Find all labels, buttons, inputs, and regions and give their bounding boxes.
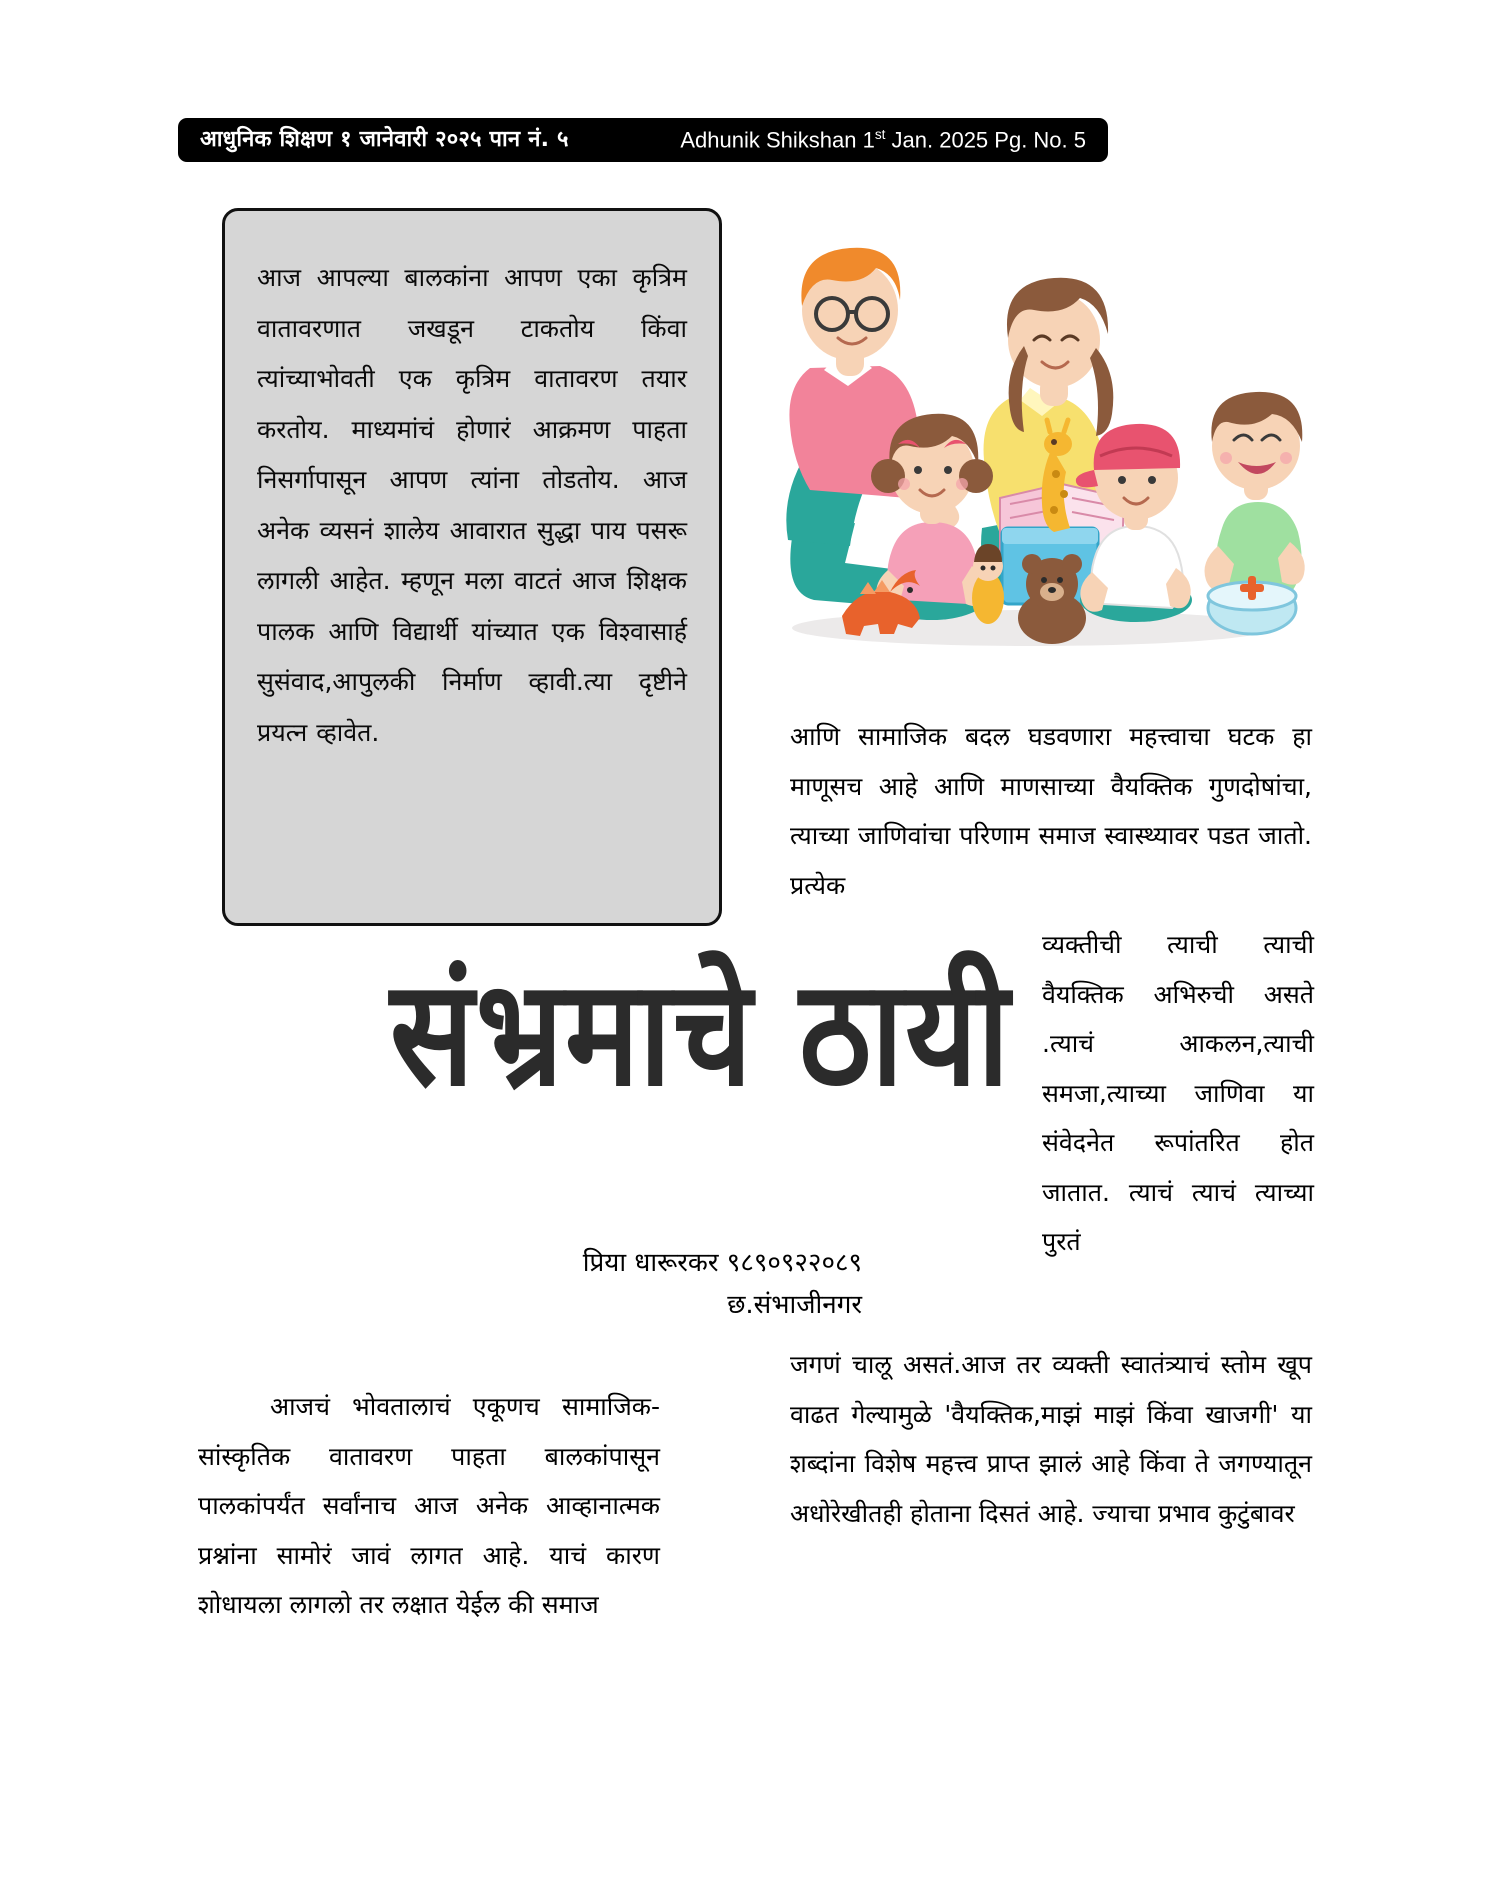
left-column-bottom <box>198 1382 660 1630</box>
right-column-narrow <box>1042 920 1314 1267</box>
callout-paragraph: आज आपल्या बालकांना आपण एका कृत्रिम वातावरणात जखडून टाकतोय किंवा त्यांच्याभोवती एक कृत्रिम वातावरण तयार करतोय. माध्यमांचं होणारं आक्रमण पाहता निसर्गापासून आपण त्यांना तोडतोय. आज अनेक व्यसनं शालेय आवारात सुद्धा पाय पसरू लागली आहेत. म्हणून मला वाटतं आज शिक्षक पालक आणि विद्यार्थी यांच्यात एक विश्वासार्ह सुसंवाद,आपुलकी निर्माण व्हावी.त्या दृष्टीने प्रयत्न व्हावेत. <box>257 263 687 747</box>
callout-box <box>222 208 722 926</box>
right-column-top-paragraph: आणि सामाजिक बदल घडवणारा महत्त्वाचा घटक हा माणूसच आहे आणि माणसाच्या वैयक्तिक गुणदोषांचा, त्याच्या जाणिवांचा परिणाम समाज स्वास्थ्यावर पडत जातो. प्रत्येक <box>790 722 1312 900</box>
header-title-english <box>680 128 1086 151</box>
right-column-narrow-paragraph: व्यक्तीची त्याची त्याची वैयक्तिक अभिरुची असते .त्याचं आकलन,त्याची समजा,त्याच्या जाणिवा या संवेदनेत रूपांतरित होत जातात. त्याचं त्याचं त्याच्या पुरतं <box>1042 930 1314 1256</box>
byline-author: प्रिया धारूरकर ९८९०९२२०८९ <box>582 1248 862 1278</box>
header-english-before: Adhunik Shikshan 1 <box>680 127 875 153</box>
header-title-marathi: आधुनिक शिक्षण १ जानेवारी २०२५ पान नं. ५ <box>200 127 569 152</box>
header-english-after: Jan. 2025 Pg. No. 5 <box>885 127 1086 153</box>
byline-city: छ.संभाजीनगर <box>727 1290 862 1321</box>
left-column-bottom-paragraph: आजचं भोवतालाचं एकूणच सामाजिक-सांस्कृतिक वातावरण पाहता बालकांपासून पालकांपर्यंत सर्वांनाच आज अनेक आव्हानात्मक प्रश्नांना सामोरं जावं लागत आहे. याचं कारण शोधायला लागलो तर लक्षात येईल की समाज <box>198 1392 660 1619</box>
right-column-bottom <box>790 1340 1312 1538</box>
byline <box>470 1242 862 1326</box>
header-ordinal-suffix: st <box>874 127 886 143</box>
right-column-top <box>790 712 1312 910</box>
right-column-bottom-paragraph: जगणं चालू असतं.आज तर व्यक्ती स्वातंत्र्याचं स्तोम खूप वाढत गेल्यामुळे 'वैयक्तिक,माझं माझं किंवा खाजगी' या शब्दांना विशेष महत्त्व प्राप्त झालं आहे किंवा ते जगण्यातून अधोरेखीतही होताना दिसतं आहे. ज्याचा प्रभाव कुटुंबावर <box>790 1350 1312 1528</box>
family-reading-illustration <box>752 198 1312 668</box>
page-header-bar <box>178 118 1108 162</box>
article-headline: संभ्रमाचे ठायी <box>390 949 1012 1120</box>
